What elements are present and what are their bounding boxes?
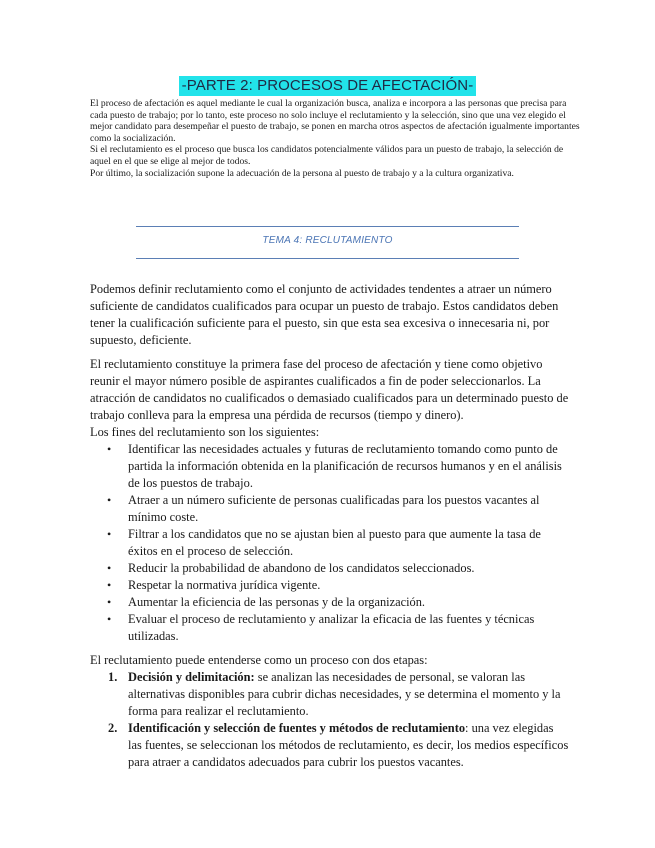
list-item-text: Atraer a un número suficiente de personas cualificadas para los puestos vacantes al mínimo coste. <box>128 493 540 524</box>
list-item-text: Evaluar el proceso de reclutamiento y analizar la eficacia de las fuentes y técnicas utilizadas. <box>128 612 535 643</box>
bullet-icon: • <box>107 442 112 456</box>
list-item <box>107 611 570 645</box>
body-text <box>90 281 570 771</box>
section-heading: TEMA 4: RECLUTAMIENTO <box>262 235 393 246</box>
bullet-icon: • <box>107 561 112 575</box>
list-item <box>107 577 570 594</box>
heading-rule-top <box>136 226 519 227</box>
step-title: Decisión y delimitación: <box>128 670 255 684</box>
list-item-text: Reducir la probabilidad de abandono de los candidatos seleccionados. <box>128 561 475 575</box>
heading-rule-bottom <box>136 258 519 259</box>
step-number: 1. <box>108 670 118 684</box>
intro-paragraph: Por último, la socialización supone la adecuación de la persona al puesto de trabajo y a la cultura organizativa. <box>90 167 514 179</box>
intro-text <box>90 98 580 179</box>
step-title: Identificación y selección de fuentes y métodos de reclutamiento <box>128 721 466 735</box>
bullet-icon: • <box>107 612 112 626</box>
page-title: -PARTE 2: PROCESOS DE AFECTACIÓN- <box>179 76 477 96</box>
list-item <box>108 720 570 771</box>
list-item <box>107 526 570 560</box>
bullet-icon: • <box>107 527 112 541</box>
step-text: se analizan las necesidades de personal, se valoran las alternativas disponibles para cubrir dichas necesidades, y se determina el momento y la forma para realizar el reclutamiento. <box>128 670 561 718</box>
step-text: : una vez elegidas las fuentes, se seleccionan los métodos de reclutamiento, es decir, los medios específicos para atraer a candidatos adecuados para cubrir los puestos vacantes. <box>128 721 569 769</box>
title-container <box>0 76 655 96</box>
bullet-icon: • <box>107 595 112 609</box>
list-item-text: Filtrar a los candidatos que no se ajustan bien al puesto para que aumente la tasa de éxitos en el proceso de selección. <box>128 527 541 558</box>
stages-list <box>90 669 570 771</box>
intro-paragraph: El proceso de afectación es aquel mediante le cual la organización busca, analiza e incorpora a las personas que precisa para cada puesto de trabajo; por lo tanto, este proceso no solo incluye el reclutamiento y la selección, sino que una vez elegido el mejor candidato para desempeñar el puesto de trabajo, se ponen en marcha otros aspectos de afectación igualmente importantes como la socialización. <box>90 98 580 144</box>
body-paragraph: El reclutamiento constituye la primera fase del proceso de afectación y tiene como objetivo reunir el mayor número posible de aspirantes cualificados a fin de poder seleccionarlos. La atracción de candidatos no cualificados o demasiado cualificados para un determinado puesto de trabajo conlleva para la empresa una pérdida de recursos (tiempo y dinero). <box>90 357 569 422</box>
list-item-text: Aumentar la eficiencia de las personas y de la organización. <box>128 595 426 609</box>
bullet-icon: • <box>107 578 112 592</box>
intro-paragraph: Si el reclutamiento es el proceso que busca los candidatos potencialmente válidos para un puesto de trabajo, la selección de aquel en el que se elige al mejor de todos. <box>90 144 564 167</box>
list-item <box>107 441 570 492</box>
body-paragraph: Los fines del reclutamiento son los siguientes: <box>90 425 320 439</box>
body-paragraph: El reclutamiento puede entenderse como un proceso con dos etapas: <box>90 653 428 667</box>
list-item-text: Respetar la normativa jurídica vigente. <box>128 578 321 592</box>
body-paragraph: Podemos definir reclutamiento como el conjunto de actividades tendentes a atraer un número suficiente de candidatos cualificados para ocupar un puesto de trabajo. Estos candidatos deben tener la cualificación suficiente para el puesto, sin que esta sea excesiva o innecesaria ni, por supuesto, deficiente. <box>90 282 559 347</box>
list-item <box>107 492 570 526</box>
goals-list <box>90 441 570 645</box>
list-item <box>108 669 570 720</box>
step-number: 2. <box>108 721 118 735</box>
list-item <box>107 560 570 577</box>
list-item <box>107 594 570 611</box>
bullet-icon: • <box>107 493 112 507</box>
list-item-text: Identificar las necesidades actuales y futuras de reclutamiento tomando como punto de partida la información obtenida en la planificación de recursos humanos y en el análisis de los puestos de trabajo. <box>128 442 562 490</box>
